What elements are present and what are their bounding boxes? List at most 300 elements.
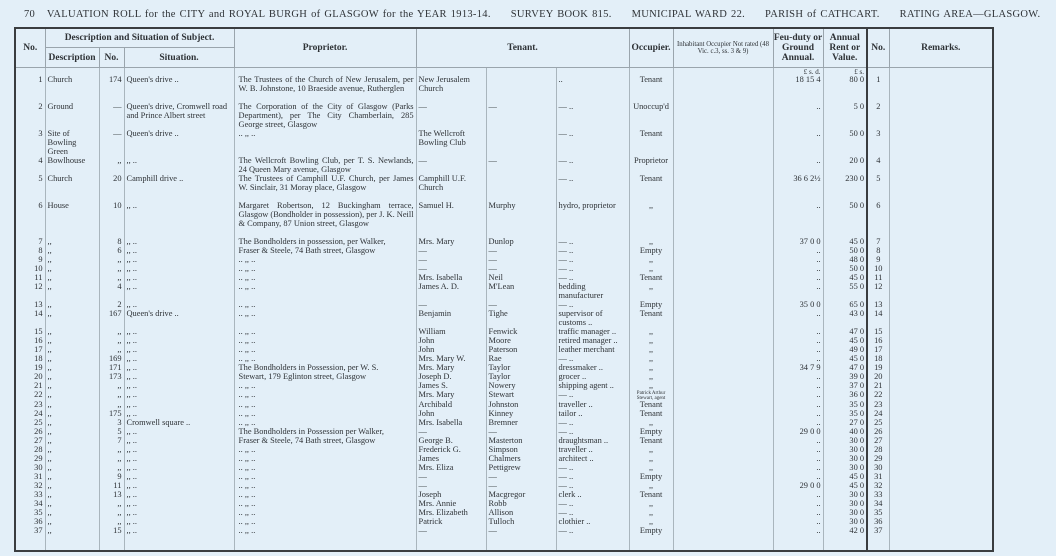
annual-rent: 50 0 [823, 247, 867, 256]
remarks [889, 247, 993, 256]
proprietor: .. ,, .. [234, 256, 416, 265]
description: ,, [45, 509, 99, 518]
tenant-surname: Moore [486, 337, 556, 346]
inhabitant-occupier [673, 491, 773, 500]
inhabitant-occupier [673, 500, 773, 509]
row-number: 23 [15, 401, 45, 410]
col-situation: Situation. [124, 48, 234, 68]
remarks [889, 464, 993, 473]
tenant-occupation: .. [556, 76, 629, 103]
situation: ,, .. [124, 256, 234, 265]
tenant-first-name: — [416, 157, 486, 175]
remarks [889, 238, 993, 247]
description: ,, [45, 247, 99, 256]
tenant-first-name: — [416, 247, 486, 256]
row-number: 25 [15, 419, 45, 428]
inhabitant-occupier [673, 428, 773, 437]
occupier: Tenant [629, 76, 673, 103]
remarks [889, 202, 993, 238]
description: House [45, 202, 99, 238]
remarks [889, 283, 993, 301]
row-number-right: 9 [867, 256, 889, 265]
proprietor: .. ,, .. [234, 265, 416, 274]
row-number: 1 [15, 76, 45, 103]
annual-rent: 20 0 [823, 157, 867, 175]
tenant-surname: — [486, 428, 556, 437]
tenant-occupation: traveller .. [556, 446, 629, 455]
table-row [15, 202, 993, 238]
annual-rent: 37 0 [823, 382, 867, 391]
tenant-surname: Rae [486, 355, 556, 364]
situation: Queen's drive .. [124, 310, 234, 328]
tenant-surname: Taylor [486, 373, 556, 382]
situation: ,, .. [124, 355, 234, 364]
feu-units: £ s. d. [773, 68, 823, 77]
tenant-first-name: Frederick G. [416, 446, 486, 455]
street-number: ,, [99, 328, 124, 337]
annual-rent: 43 0 [823, 310, 867, 328]
annual-rent: 40 0 [823, 428, 867, 437]
inhabitant-occupier [673, 518, 773, 527]
tenant-first-name: — [416, 301, 486, 310]
feu-duty: 29 0 0 [773, 482, 823, 491]
description: ,, [45, 301, 99, 310]
annual-rent: 45 0 [823, 482, 867, 491]
row-number: 8 [15, 247, 45, 256]
situation: ,, .. [124, 500, 234, 509]
feu-duty: .. [773, 473, 823, 482]
feu-duty: .. [773, 455, 823, 464]
annual-rent: 49 0 [823, 346, 867, 355]
feu-duty: .. [773, 518, 823, 527]
annual-rent: 45 0 [823, 473, 867, 482]
proprietor: .. ,, .. [234, 464, 416, 473]
street-number: ,, [99, 337, 124, 346]
annual-rent: 80 0 [823, 76, 867, 103]
tenant-occupation: grocer .. [556, 373, 629, 382]
description: ,, [45, 337, 99, 346]
occupier-agent-note: Patrick Arthur Stewart, agent [636, 390, 666, 401]
proprietor: .. ,, .. [234, 482, 416, 491]
remarks [889, 355, 993, 364]
occupier: Unoccup'd [629, 103, 673, 130]
tenant-first-name: — [416, 482, 486, 491]
occupier: Empty [629, 428, 673, 437]
tenant-first-name: — [416, 473, 486, 482]
valuation-table [14, 27, 994, 552]
occupier: Empty [629, 473, 673, 482]
situation: ,, .. [124, 373, 234, 382]
feu-duty: .. [773, 446, 823, 455]
occupier: Tenant [629, 401, 673, 410]
tenant-occupation: — .. [556, 265, 629, 274]
tenant-occupation: — .. [556, 482, 629, 491]
tenant-first-name: Mrs. Isabella [416, 419, 486, 428]
proprietor: .. ,, .. [234, 500, 416, 509]
annual-rent: 45 0 [823, 238, 867, 247]
street-number: ,, [99, 256, 124, 265]
street-number: 167 [99, 310, 124, 328]
inhabitant-occupier [673, 238, 773, 247]
street-number: ,, [99, 274, 124, 283]
tenant-first-name: The Wellcroft Bowling Club [416, 130, 486, 157]
tenant-occupation: — .. [556, 301, 629, 310]
tenant-occupation: draughtsman .. [556, 437, 629, 446]
row-number-right: 28 [867, 446, 889, 455]
row-number-right: 15 [867, 328, 889, 337]
rating-area: RATING AREA—GLASGOW. [899, 9, 1041, 20]
row-number: 18 [15, 355, 45, 364]
description: ,, [45, 238, 99, 247]
occupier: ,, [629, 419, 673, 428]
situation: ,, .. [124, 410, 234, 419]
street-number: 10 [99, 202, 124, 238]
situation: ,, .. [124, 428, 234, 437]
tenant-occupation: bedding manufacturer [556, 283, 629, 301]
occupier: ,, [629, 382, 673, 391]
tenant-surname: Chalmers [486, 455, 556, 464]
description: ,, [45, 437, 99, 446]
inhabitant-occupier [673, 247, 773, 256]
col-tenant: Tenant. [416, 28, 629, 68]
occupier: ,, [629, 265, 673, 274]
proprietor: .. ,, .. [234, 446, 416, 455]
col-group-description: Description and Situation of Subject. [45, 28, 234, 48]
remarks [889, 175, 993, 202]
feu-duty: .. [773, 500, 823, 509]
situation: ,, .. [124, 265, 234, 274]
situation: ,, .. [124, 247, 234, 256]
tenant-first-name: James A. D. [416, 283, 486, 301]
description: ,, [45, 527, 99, 536]
col-inhabitant-occupier: Inhabitant Occupier Not rated (48 Vic. c.3, ss. 3 & 9) [673, 28, 773, 68]
col-no-right: No. [867, 28, 889, 68]
situation: ,, .. [124, 274, 234, 283]
feu-duty: .. [773, 328, 823, 337]
tenant-surname: — [486, 301, 556, 310]
feu-duty: .. [773, 382, 823, 391]
tenant-occupation: — .. [556, 175, 629, 202]
row-number-right: 12 [867, 283, 889, 301]
row-number: 6 [15, 202, 45, 238]
street-number: ,, [99, 509, 124, 518]
annual-rent: 50 0 [823, 130, 867, 157]
row-number: 12 [15, 283, 45, 301]
annual-rent: 55 0 [823, 283, 867, 301]
remarks [889, 103, 993, 130]
tenant-first-name: William [416, 328, 486, 337]
tenant-occupation: — .. [556, 274, 629, 283]
tenant-surname: Macgregor [486, 491, 556, 500]
situation: Queen's drive, Cromwell road and Prince Albert street [124, 103, 234, 130]
remarks [889, 410, 993, 419]
occupier: Tenant [629, 175, 673, 202]
proprietor: .. ,, .. [234, 455, 416, 464]
feu-duty: .. [773, 337, 823, 346]
occupier: ,, [629, 337, 673, 346]
proprietor: .. ,, .. [234, 346, 416, 355]
proprietor: .. ,, .. [234, 310, 416, 328]
table-row [15, 103, 993, 130]
inhabitant-occupier [673, 76, 773, 103]
tenant-occupation: traffic manager .. [556, 328, 629, 337]
tenant-occupation: — .. [556, 355, 629, 364]
annual-rent: 35 0 [823, 401, 867, 410]
row-number-right: 6 [867, 202, 889, 238]
annual-rent: 45 0 [823, 274, 867, 283]
inhabitant-occupier [673, 310, 773, 328]
street-number: 169 [99, 355, 124, 364]
row-number-right: 27 [867, 437, 889, 446]
feu-duty: .. [773, 373, 823, 382]
proprietor: .. ,, .. [234, 337, 416, 346]
tenant-surname: — [486, 527, 556, 536]
description: ,, [45, 491, 99, 500]
feu-duty: .. [773, 401, 823, 410]
inhabitant-occupier [673, 509, 773, 518]
situation: ,, .. [124, 328, 234, 337]
inhabitant-occupier [673, 130, 773, 157]
row-number-right: 32 [867, 482, 889, 491]
tenant-first-name: Mrs. Elizabeth [416, 509, 486, 518]
proprietor: Margaret Robertson, 12 Buckingham terrace, Glasgow (Bondholder in possession), per J. K. Neill & Company, 87 Union street, Glasgow [234, 202, 416, 238]
street-number: 4 [99, 283, 124, 301]
tenant-occupation: supervisor of customs .. [556, 310, 629, 328]
col-description: Description [45, 48, 99, 68]
situation: Camphill drive .. [124, 175, 234, 202]
description: ,, [45, 328, 99, 337]
table-row [15, 256, 993, 265]
occupier: Empty [629, 247, 673, 256]
feu-duty: 34 7 9 [773, 364, 823, 373]
situation: ,, .. [124, 455, 234, 464]
annual-rent: 30 0 [823, 464, 867, 473]
occupier: ,, [629, 283, 673, 301]
tenant-first-name: Mrs. Isabella [416, 274, 486, 283]
street-number: ,, [99, 455, 124, 464]
situation: ,, .. [124, 382, 234, 391]
feu-duty: 37 0 0 [773, 238, 823, 247]
street-number: ,, [99, 265, 124, 274]
inhabitant-occupier [673, 256, 773, 265]
description: Bowlhouse [45, 157, 99, 175]
feu-duty: 36 6 2½ [773, 175, 823, 202]
row-number-right: 14 [867, 310, 889, 328]
row-number-right: 20 [867, 373, 889, 382]
inhabitant-occupier [673, 337, 773, 346]
row-number-right: 2 [867, 103, 889, 130]
street-number: 15 [99, 527, 124, 536]
tenant-occupation: architect .. [556, 455, 629, 464]
description: ,, [45, 265, 99, 274]
occupier: ,, [629, 346, 673, 355]
occupier: ,, [629, 256, 673, 265]
proprietor: Fraser & Steele, 74 Bath street, Glasgow [234, 247, 416, 256]
inhabitant-occupier [673, 401, 773, 410]
remarks [889, 346, 993, 355]
tenant-first-name: New Jerusalem Church [416, 76, 486, 103]
row-number-right: 19 [867, 364, 889, 373]
roll-title: VALUATION ROLL for the CITY and ROYAL BURGH of GLASGOW for the YEAR 1913-14. [46, 9, 491, 20]
row-number: 4 [15, 157, 45, 175]
remarks [889, 437, 993, 446]
situation: ,, .. [124, 491, 234, 500]
street-number: 2 [99, 301, 124, 310]
tenant-surname: Taylor [486, 364, 556, 373]
annual-rent: 50 0 [823, 265, 867, 274]
feu-duty: .. [773, 419, 823, 428]
inhabitant-occupier [673, 464, 773, 473]
inhabitant-occupier [673, 446, 773, 455]
tenant-surname: Simpson [486, 446, 556, 455]
tenant-occupation: — .. [556, 473, 629, 482]
feu-duty: .. [773, 157, 823, 175]
remarks [889, 446, 993, 455]
tenant-surname: Neil [486, 274, 556, 283]
description: ,, [45, 419, 99, 428]
occupier: Tenant [629, 410, 673, 419]
tenant-occupation: shipping agent .. [556, 382, 629, 391]
table-row [15, 247, 993, 256]
situation: ,, .. [124, 391, 234, 401]
situation: ,, .. [124, 364, 234, 373]
remarks [889, 482, 993, 491]
occupier: ,, [629, 202, 673, 238]
tenant-occupation: — .. [556, 391, 629, 401]
row-number-right: 31 [867, 473, 889, 482]
tenant-occupation: clothier .. [556, 518, 629, 527]
table-row [15, 238, 993, 247]
row-number: 13 [15, 301, 45, 310]
municipal-ward: MUNICIPAL WARD 22. [631, 9, 746, 20]
remarks [889, 500, 993, 509]
situation: ,, .. [124, 482, 234, 491]
street-number: ,, [99, 391, 124, 401]
tenant-occupation: — .. [556, 419, 629, 428]
remarks [889, 256, 993, 265]
proprietor: The Trustees of the Church of New Jerusalem, per W. B. Johnstone, 10 Braeside avenue, Rutherglen [234, 76, 416, 103]
tenant-surname: — [486, 247, 556, 256]
situation: ,, .. [124, 464, 234, 473]
situation: Queen's drive .. [124, 130, 234, 157]
street-number: 175 [99, 410, 124, 419]
row-number: 17 [15, 346, 45, 355]
annual-rent: 30 0 [823, 446, 867, 455]
tenant-surname: Robb [486, 500, 556, 509]
annual-rent: 36 0 [823, 391, 867, 401]
description: Site of Bowling Green [45, 130, 99, 157]
occupier: ,, [629, 373, 673, 382]
situation: ,, .. [124, 346, 234, 355]
feu-duty: .. [773, 410, 823, 419]
proprietor: The Corporation of the City of Glasgow (Parks Department), per The City Chamberlain, 285 George street, Glasgow [234, 103, 416, 130]
row-number: 26 [15, 428, 45, 437]
description: ,, [45, 482, 99, 491]
row-number-right: 3 [867, 130, 889, 157]
feu-duty: .. [773, 310, 823, 328]
proprietor: The Bondholders in Possession per Walker, [234, 428, 416, 437]
remarks [889, 337, 993, 346]
tenant-first-name: George B. [416, 437, 486, 446]
tenant-occupation: — .. [556, 130, 629, 157]
tenant-surname: Kinney [486, 410, 556, 419]
row-number: 37 [15, 527, 45, 536]
proprietor: The Wellcroft Bowling Club, per T. S. Newlands, 24 Queen Mary avenue, Glasgow [234, 157, 416, 175]
inhabitant-occupier [673, 391, 773, 401]
inhabitant-occupier [673, 355, 773, 364]
occupier: Empty [629, 527, 673, 536]
situation: Queen's drive .. [124, 76, 234, 103]
tenant-first-name: — [416, 527, 486, 536]
street-number: 6 [99, 247, 124, 256]
description: ,, [45, 391, 99, 401]
row-number-right: 26 [867, 428, 889, 437]
tenant-surname: Nowery [486, 382, 556, 391]
tenant-surname: — [486, 157, 556, 175]
row-number-right: 23 [867, 401, 889, 410]
occupier: ,, [629, 500, 673, 509]
street-number: ,, [99, 518, 124, 527]
tenant-occupation: — .. [556, 500, 629, 509]
remarks [889, 419, 993, 428]
situation: ,, .. [124, 283, 234, 301]
proprietor: .. ,, .. [234, 283, 416, 301]
table-row [15, 283, 993, 301]
tenant-surname [486, 175, 556, 202]
annual-rent: 35 0 [823, 410, 867, 419]
street-number: 13 [99, 491, 124, 500]
row-number: 19 [15, 364, 45, 373]
inhabitant-occupier [673, 346, 773, 355]
remarks [889, 265, 993, 274]
tenant-first-name: — [416, 103, 486, 130]
description: ,, [45, 382, 99, 391]
row-number: 31 [15, 473, 45, 482]
description: ,, [45, 310, 99, 328]
col-annual-rent: Annual Rent or Value. [823, 28, 867, 68]
annual-rent: 30 0 [823, 518, 867, 527]
row-number-right: 8 [867, 247, 889, 256]
tenant-surname: Pettigrew [486, 464, 556, 473]
row-number-right: 37 [867, 527, 889, 536]
tenant-first-name: John [416, 410, 486, 419]
description: ,, [45, 446, 99, 455]
tenant-first-name: — [416, 256, 486, 265]
tenant-surname [486, 130, 556, 157]
row-number: 33 [15, 491, 45, 500]
remarks [889, 382, 993, 391]
inhabitant-occupier [673, 473, 773, 482]
row-number-right: 10 [867, 265, 889, 274]
occupier: Tenant [629, 437, 673, 446]
row-number-right: 22 [867, 391, 889, 401]
parish: PARISH of CATHCART. [765, 9, 880, 20]
row-number: 34 [15, 500, 45, 509]
tenant-first-name: Joseph D. [416, 373, 486, 382]
situation: ,, .. [124, 238, 234, 247]
row-number: 22 [15, 391, 45, 401]
tenant-surname: Paterson [486, 346, 556, 355]
tenant-occupation: — .. [556, 247, 629, 256]
street-number: 8 [99, 238, 124, 247]
tenant-occupation: dressmaker .. [556, 364, 629, 373]
tenant-occupation: hydro, proprietor [556, 202, 629, 238]
remarks [889, 157, 993, 175]
row-number-right: 25 [867, 419, 889, 428]
situation: ,, .. [124, 527, 234, 536]
street-number: 171 [99, 364, 124, 373]
tenant-first-name: — [416, 265, 486, 274]
